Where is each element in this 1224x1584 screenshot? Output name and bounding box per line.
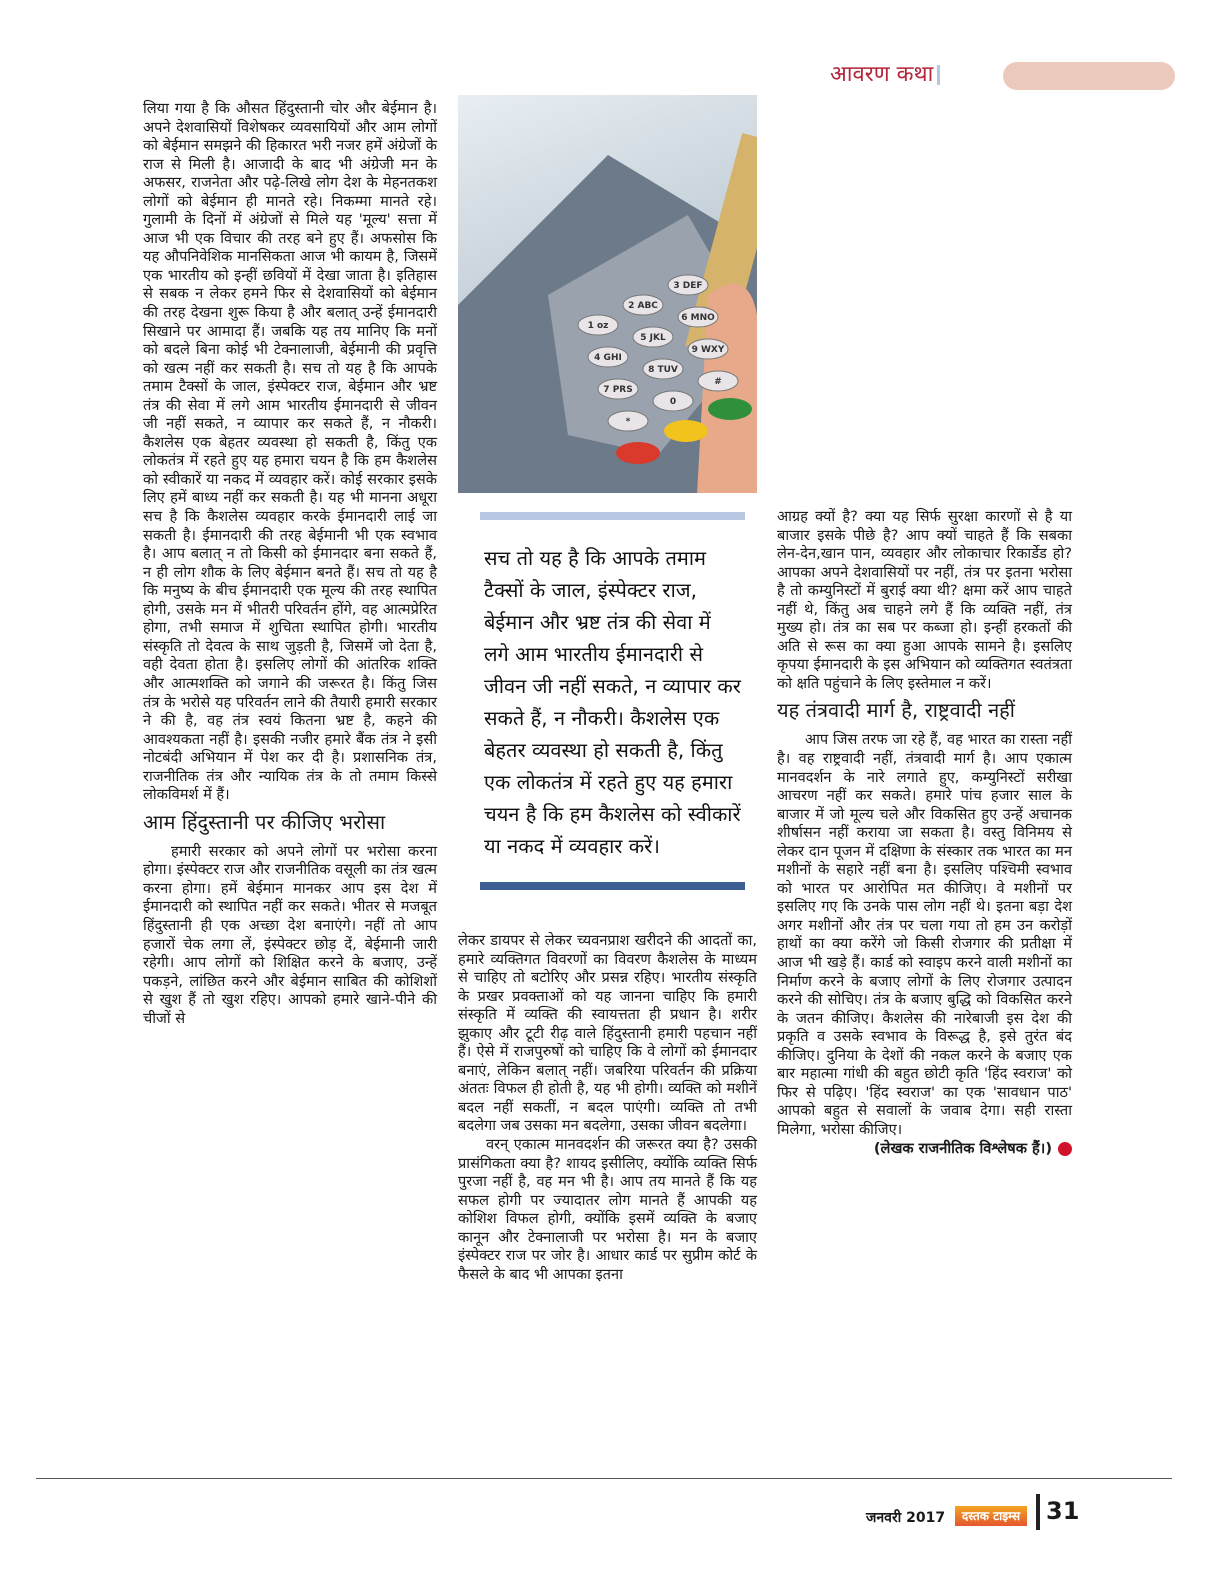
page-number: 31 [1046, 1497, 1080, 1525]
header-decoration [1003, 62, 1175, 90]
payment-terminal-illustration [458, 95, 757, 493]
column-2 [458, 932, 757, 1284]
keypad-key-label: 3 DEF [673, 281, 703, 291]
column-3 [777, 508, 1072, 1158]
pull-quote [480, 512, 745, 890]
section-header [830, 58, 940, 88]
keypad-key-label: 7 PRS [603, 385, 633, 395]
author-note-text: (लेखक राजनीतिक विश्लेषक हैं।) [873, 1139, 1052, 1157]
quote-top-bar [480, 512, 745, 520]
paragraph: वरन् एकात्म मानवदर्शन की जरूरत क्या है? उसकी प्रासंगिकता क्या है? शायद इसीलिए, क्योंकि व्यक्ति सिर्फ पुरजा नहीं है, वह मन भी है। आप तय मानते हैं कि यह सफल होगी पर ज्यादातर लोग मानते हैं आपकी यह कोशिश विफल होगी, क्योंकि इसमें व्यक्ति के बजाए कानून और टेक्नालाजी पर भरोसा है। मन के बजाए इंस्पेक्टर राज पर जोर है। आधार कार्ड पर सुप्रीम कोर्ट के फैसले के बाद भी आपका इतना [458, 1136, 757, 1283]
keypad-key-label: 6 MNO [681, 313, 715, 323]
keypad-key-label: 2 ABC [628, 301, 658, 311]
keypad-key-label: 4 GHI [594, 353, 622, 363]
paragraph: आग्रह क्यों है? क्या यह सिर्फ सुरक्षा कारणों से है या बाजार इसके पीछे है? आप क्यों चाहते हैं कि सबका लेन-देन,खान पान, व्यवहार और लोकाचार रिकार्डेड हो? आपका अपने देशवासियों पर नहीं, तंत्र पर इतना भरोसा है तो कम्युनिस्टों में बुराई क्या थी? क्षमा करें आप चाहते नहीं थे, किंतु अब चाहने लगे हैं कि व्यक्ति नहीं, तंत्र मुख्य हो। तंत्र का सब पर कब्जा हो। इन्हीं हरकतों की अति से रूस का क्या हुआ आपके सामने है। इसलिए कृपया ईमानदारी के इस अभियान को व्यक्तिगत स्वतंत्रता को क्षति पहुंचाने के लिए इस्तेमाल न करें। [777, 508, 1072, 692]
keypad-key-label: 1 oz [587, 321, 609, 331]
paragraph: लिया गया है कि औसत हिंदुस्तानी चोर और बेईमान है। अपने देशवासियों विशेषकर व्यवसायियों और आम लोगों को बेईमान समझने की हिकारत भरी नजर हमें अंग्रेजों के राज से मिली है। आजादी के बाद भी अंग्रेजी मन के अफसर, राजनेता और पढ़े-लिखे लोग देश के मेहनतकश लोगों को बेईमान ही मानते रहे। निकम्मा मानते रहे। गुलामी के दिनों में अंग्रेजों से मिले यह 'मूल्य' सत्ता में आज भी एक विचार की तरह बने हुए हैं। अफसोस कि यह औपनिवेशिक मानसिकता आज भी कायम है, जिसमें एक भारतीय को इन्हीं छवियों में देखा जाता है। इतिहास से सबक न लेकर हमने फिर से देशवासियों को बेईमान की तरह देखना शुरू किया है और बलात् उन्हें ईमानदारी सिखाने पर आमादा हैं। जबकि यह तय मानिए कि मनों को बदले बिना कोई भी टेक्नालाजी, बेईमानी की प्रवृत्ति को खत्म नहीं कर सकती है। सच तो यह है कि आपके तमाम टैक्सों के जाल, इंस्पेक्टर राज, बेईमान और भ्रष्ट तंत्र की सेवा में लगे आम भारतीय ईमानदारी से जीवन जी नहीं सकते, न व्यापार कर सकते हैं, न नौकरी। कैशलेस एक बेहतर व्यवस्था हो सकती है, किंतु एक लोकतंत्र में रहते हुए यह हमारा चयन है कि हम कैशलेस को स्वीकारें या नकद में व्यवहार करें। कोई सरकार इसके लिए हमें बाध्य नहीं कर सकती है। यह भी मानना अधूरा सच है कि कैशलेस व्यवहार करके ईमानदारी लाई जा सकती है। ईमानदारी की तरह बेईमानी भी एक स्वभाव है। आप बलात् न तो किसी को ईमानदार बना सकते हैं, न ही लोग शौक के लिए बेईमान बनते हैं। सच तो यह है कि मनुष्य के बीच ईमानदारी एक मूल्य की तरह स्थापित होगी, उसके मन में भीतरी परिवर्तन होंगे, वह आत्मप्रेरित होगा, तभी समाज में शुचिता स्थापित होगी। भारतीय संस्कृति तो देवत्व के साथ जुड़ती है, जिसमें जो देता है, वही देवता होता है। इसलिए लोगों की आंतरिक शक्ति और आत्मशक्ति को जगाने की जरूरत है। किंतु जिस तंत्र के भरोसे यह परिवर्तन लाने की तैयारी हमारी सरकार ने की है, वह तंत्र स्वयं कितना भ्रष्ट है, कहने की आवश्यकता नहीं है। इसकी नजीर हमारे बैंक तंत्र ने इसी नोटबंदी अभियान में पेश कर दी है। प्रशासनिक तंत्र, राजनीतिक तंत्र और न्यायिक तंत्र के तो तमाम किस्से लोकविमर्श में हैं। [143, 100, 437, 804]
header-divider [937, 65, 940, 85]
footer-date: जनवरी 2017 [866, 1510, 946, 1526]
paragraph: आप जिस तरफ जा रहे हैं, वह भारत का रास्ता नहीं है। वह राष्ट्रवादी नहीं, तंत्रवादी मार्ग है। आप एकात्म मानवदर्शन के नारे लगाते हुए, कम्युनिस्टों सरीखा आचरण नहीं कर सकते। हमारे पांच हजार साल के बाजार में जो मूल्य चले और विकसित हुए उन्हें अचानक शीर्षासन नहीं कराया जा सकता है। वस्तु विनिमय से लेकर दान पूजन में दक्षिणा के संस्कार तक भारत का मन मशीनों के सहारे नहीं बना है। इसलिए पश्चिमी स्वभाव को भारत पर आरोपित मत कीजिए। वे मशीनों पर इसलिए गए कि उनके पास लोग नहीं थे। इतना बड़ा देश अगर मशीनों और तंत्र पर चला गया तो हम उन करोड़ों हाथों का क्या करेंगे जो किसी रोजगार की प्रतीक्षा में आज भी खड़े हैं। कार्ड को स्वाइप करने वाली मशीनों का निर्माण करने के बजाए लोगों के लिए रोजगार उत्पादन करने की सोचिए। तंत्र के बजाए बुद्धि को विकसित करने के जतन कीजिए। कैशलेस की नारेबाजी इस देश की प्रकृति व उसके स्वभाव के विरूद्ध है, इसे तुरंत बंद कीजिए। दुनिया के देशों की नकल करने के बजाए एक बार महात्मा गांधी की बहुत छोटी कृति 'हिंद स्वराज' को फिर से पढ़िए। 'हिंद स्वराज' का एक 'सावधान पाठ' आपको बहुत से सवालों के जवाब देगा। सही रास्ता मिलेगा, भरोसा कीजिए। [777, 731, 1072, 1138]
quote-bottom-bar [480, 882, 745, 890]
keypad-key-label: 8 TUV [648, 365, 678, 375]
paragraph: लेकर डायपर से लेकर च्यवनप्राश खरीदने की आदतों का, हमारे व्यक्तिगत विवरणों का विवरण कैशलेस के माध्यम से चाहिए तो बटोरिए और प्रसन्न रहिए। भारतीय संस्कृति के प्रखर प्रवक्ताओं को यह जानना चाहिए कि हमारी संस्कृति में व्यक्ति की स्वायत्तता ही प्रधान है। शरीर झुकाए और टूटी रीढ़ वाले हिंदुस्तानी हमारी पहचान नहीं हैं। ऐसे में राजपुरुषों को चाहिए कि वे लोगों को ईमानदार बनाएं, लेकिन बलात् नहीं। जबरिया परिवर्तन की प्रक्रिया अंततः विफल ही होती है, यह भी होगी। व्यक्ति को मशीनें बदल नहीं सकतीं, न बदल पाएंगी। व्यक्ति तो तभी बदलेगा जब उसका मन बदलेगा, उसका जीवन बदलेगा। [458, 932, 757, 1135]
keypad-key-label: 0 [669, 397, 677, 407]
paragraph: हमारी सरकार को अपने लोगों पर भरोसा करना होगा। इंस्पेक्टर राज और राजनीतिक वसूली का तंत्र खत्म करना होगा। हमें बेईमान मानकर आप इस देश में ईमानदारी को स्थापित नहीं कर सकते। भीतर से मजबूत हिंदुस्तानी ही एक अच्छा देश बनाएंगे। नहीं तो आप हजारों चेक लगा लें, इंस्पेक्टर छोड़ दें, बेईमानी जारी रहेगी। आप लोगों को शिक्षित करने के बजाए, उन्हें पकड़ने, लांछित करने और बेईमान साबित की कोशिशों से खुश हैं तो खुश रहिए। आपको हमारे खाने-पीने की चीजों से [143, 842, 437, 1027]
quote-text: सच तो यह है कि आपके तमाम टैक्सों के जाल, इंस्पेक्टर राज, बेईमान और भ्रष्ट तंत्र की सेवा में लगे आम भारतीय ईमानदारी से जीवन जी नहीं सकते, न व्यापार कर सकते हैं, न नौकरी। कैशलेस एक बेहतर व्यवस्था हो सकती है, किंतु एक लोकतंत्र में रहते हुए यह हमारा चयन है कि हम कैशलेस को स्वीकारें या नकद में व्यवहार करें। [484, 546, 741, 858]
section-title: आवरण कथा [830, 62, 934, 87]
end-mark-icon [1058, 1142, 1072, 1156]
card-terminal-photo [458, 95, 757, 493]
footer-rule [36, 1478, 1172, 1479]
keypad-key-label: * [625, 417, 631, 427]
keypad-key-label: 9 WXY [691, 345, 725, 355]
keypad-key-label: 5 JKL [640, 333, 666, 343]
keypad-key-label: # [714, 377, 722, 387]
magazine-logo: दस्तक टाइम्स [955, 1506, 1027, 1526]
subheading: आम हिंदुस्तानी पर कीजिए भरोसा [143, 809, 386, 834]
column-1 [143, 100, 437, 1028]
page-number-divider [1036, 1494, 1040, 1530]
author-note [777, 1140, 1072, 1159]
subheading: यह तंत्रवादी मार्ग है, राष्ट्रवादी नहीं [777, 698, 1015, 723]
